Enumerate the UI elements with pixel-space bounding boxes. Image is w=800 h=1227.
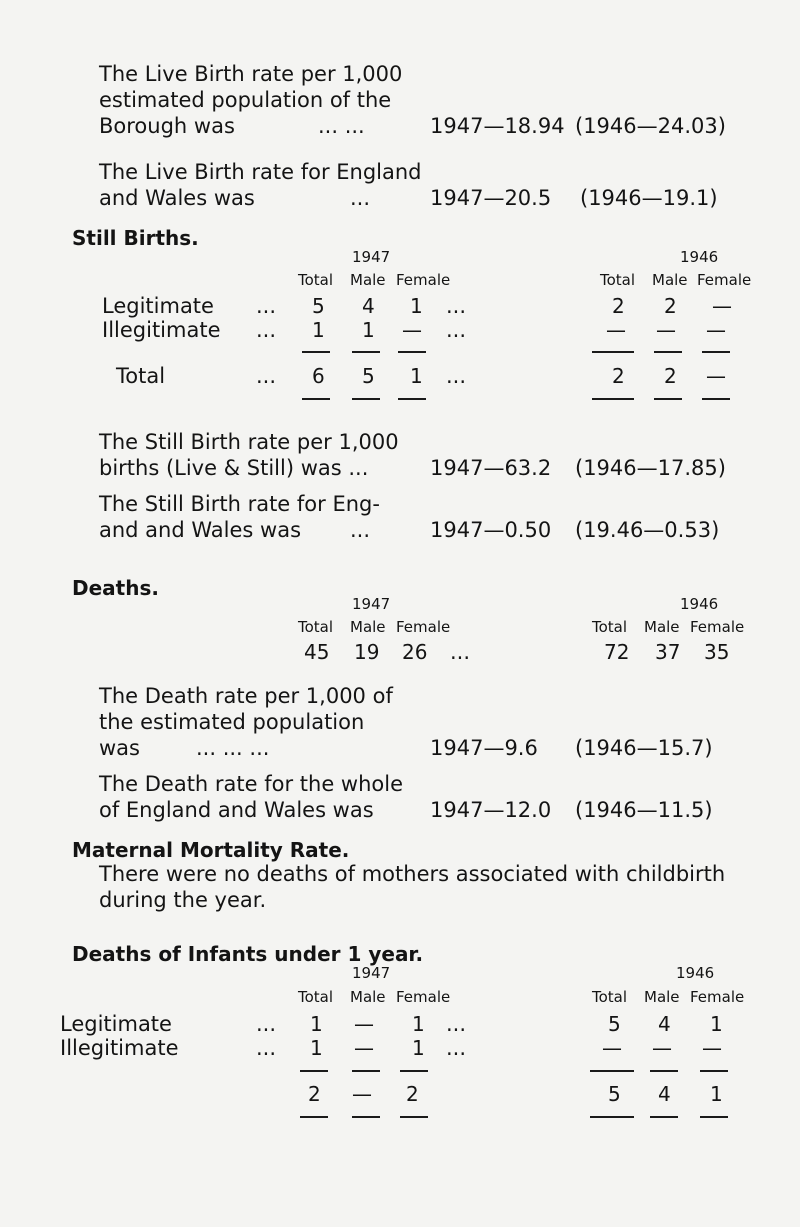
maternal-heading: Maternal Mortality Rate. [72,838,350,862]
infants-year-1947: 1947 [352,964,391,982]
deaths-heading: Deaths. [72,576,159,600]
infants-total-1947-female: 2 [406,1082,419,1106]
infants-rule-9 [400,1116,428,1118]
death-rate-eng-line-2: of England and Wales was [99,798,374,822]
still-legit-1947-female: 1 [410,294,423,318]
death-rate-eng-line-1: The Death rate for the whole [99,772,404,796]
infants-legit-1946-female: 1 [710,1012,723,1036]
still-col-total-1946: Total [600,271,636,289]
maternal-text-2: during the year. [99,888,267,912]
infants-col-male-1946: Male [644,988,680,1006]
infants-rule-6 [700,1070,728,1072]
still-total-dots: ... [256,364,277,388]
still-col-female-1946: Female [697,271,752,289]
deaths-1947-male: 19 [354,640,380,664]
still-legit-dots: ... [256,294,277,318]
still-legit-1946-total: 2 [612,294,625,318]
deaths-1947-total: 45 [304,640,330,664]
deaths-year-1947: 1947 [352,595,391,613]
still-rule-4 [592,351,634,353]
deaths-col-female-1947: Female [396,618,451,636]
still-rule-10 [592,398,634,400]
still-rule-5 [654,351,682,353]
deaths-col-total-1946: Total [592,618,628,636]
deaths-col-male-1946: Male [644,618,680,636]
deaths-year-1946: 1946 [680,595,719,613]
still-births-heading: Still Births. [72,226,199,250]
still-total-1946-male: 2 [664,364,677,388]
still-year-1946: 1946 [680,248,719,266]
deaths-mid-dots: ... [450,640,471,664]
deaths-col-total-1947: Total [298,618,334,636]
still-illegit-dots: ... [256,318,277,342]
infants-legit-1947-total: 1 [310,1012,323,1036]
infants-rule-11 [650,1116,678,1118]
infants-legit-label: Legitimate [60,1012,172,1036]
infants-illegit-mid-dots: ... [446,1036,467,1060]
still-illegit-1946-female: — [706,318,726,342]
borough-birth-1947: 1947—18.94 [430,114,565,138]
still-rule-12 [702,398,730,400]
infants-heading: Deaths of Infants under 1 year. [72,942,424,966]
still-total-1947-male: 5 [362,364,375,388]
death-rate-line-2: the estimated population [99,710,365,734]
infants-illegit-1947-male: — [354,1036,374,1060]
borough-birth-dots: ... ... [318,114,365,138]
infants-rule-12 [700,1116,728,1118]
infants-rule-2 [352,1070,380,1072]
still-legit-1947-total: 5 [312,294,325,318]
still-rate-line-1a: The Still Birth rate per 1,000 [99,430,399,454]
deaths-1946-female: 35 [704,640,730,664]
still-illegit-1947-female: — [402,318,422,342]
still-total-1947-female: 1 [410,364,423,388]
still-rule-1 [302,351,330,353]
still-rate-1947: 1947—63.2 [430,456,552,480]
deaths-1946-male: 37 [655,640,681,664]
infants-rule-5 [650,1070,678,1072]
still-legit-1946-male: 2 [664,294,677,318]
still-illegit-1947-total: 1 [312,318,325,342]
still-rate-line-2a: The Still Birth rate for Eng- [99,492,380,516]
borough-birth-1946: (1946—24.03) [575,114,726,138]
deaths-1947-female: 26 [402,640,428,664]
infants-rule-8 [352,1116,380,1118]
still-rate-eng-1946: (19.46—0.53) [575,518,720,542]
still-rate-line-1b: births (Live & Still) was ... [99,456,369,480]
still-illegit-label: Illegitimate [102,318,221,342]
england-birth-1946: (1946—19.1) [580,186,718,210]
infants-legit-1947-female: 1 [412,1012,425,1036]
still-col-female-1947: Female [396,271,451,289]
death-rate-1946: (1946—15.7) [575,736,713,760]
infants-illegit-1946-female: — [702,1036,722,1060]
borough-birth-line-1: The Live Birth rate per 1,000 [99,62,403,86]
still-rate-eng-1947: 1947—0.50 [430,518,552,542]
infants-total-1946-female: 1 [710,1082,723,1106]
england-birth-line-2: and Wales was [99,186,255,210]
infants-col-female-1946: Female [690,988,745,1006]
deaths-col-female-1946: Female [690,618,745,636]
death-rate-line-3: was [99,736,140,760]
infants-col-total-1946: Total [592,988,628,1006]
infants-illegit-label: Illegitimate [60,1036,179,1060]
infants-legit-dots: ... [256,1012,277,1036]
infants-total-1947-total: 2 [308,1082,321,1106]
infants-illegit-1947-total: 1 [310,1036,323,1060]
still-rule-3 [398,351,426,353]
still-illegit-1946-total: — [606,318,626,342]
still-illegit-1946-male: — [656,318,676,342]
still-legit-label: Legitimate [102,294,214,318]
still-illegit-1947-male: 1 [362,318,375,342]
borough-birth-line-3: Borough was [99,114,235,138]
still-legit-mid-dots: ... [446,294,467,318]
infants-rule-4 [590,1070,634,1072]
borough-birth-line-2: estimated population of the [99,88,392,112]
infants-total-1947-male: — [352,1082,372,1106]
still-total-1947-total: 6 [312,364,325,388]
infants-rule-7 [300,1116,328,1118]
still-total-label: Total [116,364,166,388]
still-illegit-mid-dots: ... [446,318,467,342]
death-rate-1947: 1947—9.6 [430,736,538,760]
still-col-male-1947: Male [350,271,386,289]
infants-illegit-dots: ... [256,1036,277,1060]
still-total-mid-dots: ... [446,364,467,388]
england-birth-1947: 1947—20.5 [430,186,552,210]
still-rate-1946: (1946—17.85) [575,456,726,480]
still-rule-9 [398,398,426,400]
infants-rule-1 [300,1070,328,1072]
infants-legit-1946-male: 4 [658,1012,671,1036]
infants-col-female-1947: Female [396,988,451,1006]
still-rate-eng-dots: ... [350,518,371,542]
infants-col-total-1947: Total [298,988,334,1006]
still-rule-6 [702,351,730,353]
deaths-1946-total: 72 [604,640,630,664]
still-rule-11 [654,398,682,400]
infants-year-1946: 1946 [676,964,715,982]
still-rule-2 [352,351,380,353]
maternal-text-1: There were no deaths of mothers associated with childbirth [99,862,726,886]
still-rule-8 [352,398,380,400]
still-col-total-1947: Total [298,271,334,289]
infants-legit-1946-total: 5 [608,1012,621,1036]
england-birth-line-1: The Live Birth rate for England [99,160,422,184]
still-total-1946-female: — [706,364,726,388]
infants-illegit-1946-male: — [652,1036,672,1060]
england-birth-dots: ... [350,186,371,210]
deaths-col-male-1947: Male [350,618,386,636]
still-year-1947: 1947 [352,248,391,266]
still-col-male-1946: Male [652,271,688,289]
still-legit-1946-female: — [712,294,732,318]
still-rate-line-2b: and and Wales was [99,518,302,542]
still-total-1946-total: 2 [612,364,625,388]
infants-rule-10 [590,1116,634,1118]
still-legit-1947-male: 4 [362,294,375,318]
death-rate-line-1: The Death rate per 1,000 of [99,684,393,708]
infants-col-male-1947: Male [350,988,386,1006]
death-rate-eng-1947: 1947—12.0 [430,798,552,822]
infants-total-1946-total: 5 [608,1082,621,1106]
death-rate-dots: ... ... ... [196,736,270,760]
infants-total-1946-male: 4 [658,1082,671,1106]
infants-rule-3 [400,1070,428,1072]
death-rate-eng-1946: (1946—11.5) [575,798,713,822]
infants-legit-1947-male: — [354,1012,374,1036]
infants-illegit-1946-total: — [602,1036,622,1060]
still-rule-7 [302,398,330,400]
infants-legit-mid-dots: ... [446,1012,467,1036]
infants-illegit-1947-female: 1 [412,1036,425,1060]
